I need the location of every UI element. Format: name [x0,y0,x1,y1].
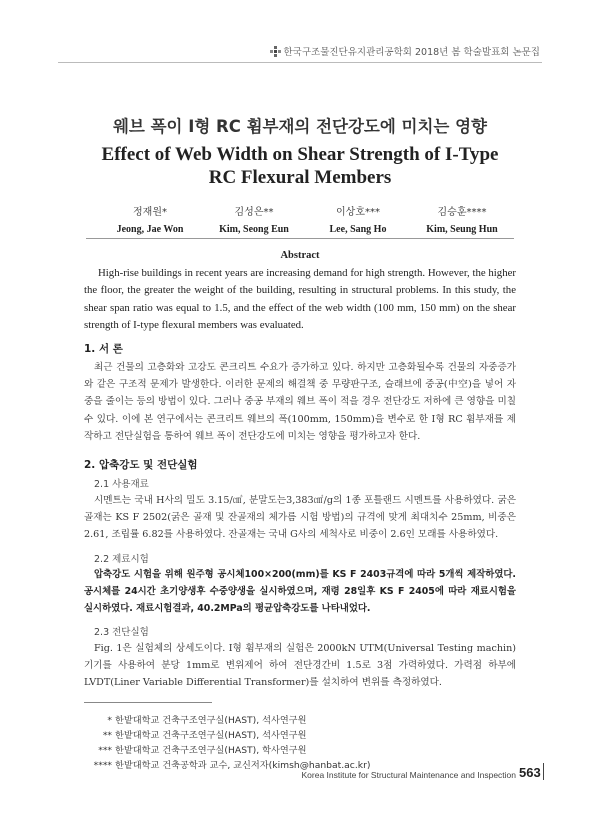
footnote-mark: **** [93,760,112,771]
author-name-english: Kim, Seong Eun [219,224,289,235]
footnote-1 [84,712,306,726]
section-2-2-heading: 2.2 제료시험 [94,554,149,565]
page-number-bar [543,763,544,780]
author-name-english: Lee, Sang Ho [329,224,387,235]
header-divider [58,62,542,63]
author-name-korean: 이상호*** [336,207,380,218]
paper-title-english-line1: Effect of Web Width on Shear Strength of I-Type [101,144,499,165]
section-2-2-body: 압축강도 시험을 위해 원주형 공시체100×200(mm)를 KS F 2403규격에 따라 5개씩 제작하였다. 공시체를 24시간 초기양생후 수중양생을 실시하였으며, 재령 28일후 KS F 2405에 따라 재료시험을 실시하였다. 재료시험결과, 40.2MPa의 평균압축강도를 나타내었다. [84,569,516,615]
section-2-heading: 2. 압축강도 및 전단실험 [84,459,198,471]
paper-title-korean: 웨브 폭이 I형 RC 휨부재의 전단강도에 미치는 영향 [112,117,487,136]
section-2-1-heading: 2.1 사용재료 [94,479,149,490]
author-name-english: Jeong, Jae Won [116,224,184,235]
section-2-3-heading: 2.3 전단실험 [94,627,149,638]
author-divider [86,238,514,239]
abstract-body: High-rise buildings in recent years are increasing demand for high strength. However, the higher the floor, the greater the weight of the building, resulting in structural problems. In this study, the shear span ratio was equal to 1.5, and the effect of the web width (100 mm, 150 mm) on the shear strength of I-type flexural members was evaluated. [84,267,516,331]
footnote-text: 한밭대학교 건축구조연구실(HAST), 석사연구원 [115,730,307,741]
paper-title-english-line2: RC Flexural Members [208,167,392,188]
society-logo-icon [270,46,281,57]
author-name-korean: 정재원* [133,207,167,218]
footnote-text: 한밭대학교 건축구조연구실(HAST), 석사연구원 [115,715,307,726]
footnote-3 [84,742,306,756]
footnote-mark: ** [102,730,112,741]
journal-header [270,44,540,58]
author-name-korean: 김성은** [234,207,274,218]
section-1-heading: 1. 서 론 [84,343,123,355]
footnote-mark: *** [98,745,112,756]
footnote-mark: * [107,715,112,726]
footnote-4 [84,757,370,771]
section-1-body: 최근 건물의 고층화와 고강도 콘크리트 수요가 증가하고 있다. 하지만 고층화될수록 건물의 자중증가와 같은 구조적 문제가 발생한다. 이러한 문제의 해결책 중 무량판구조, 슬래브에 중공(中空)을 넣어 자중을 줄이는 등의 방법이 있다. 그러나 중공 부재의 웨브 폭이 적을 경우 전단강도 저하에 큰 영향을 미칠 수 있다. 이에 본 연구에서는 콘크리트 웨브의 폭(100mm, 150mm)을 변수로 한 I형 RC 휨부재를 제작하고 전단실험을 통하여 웨브 폭이 전단강도에 미치는 영향을 평가하고자 한다. [84,362,516,442]
section-2-1-body: 시멘트는 국내 H사의 밀도 3.15/㎤, 분말도는3,383㎠/g의 1종 포틀랜드 시멘트를 사용하였다. 굵은 골재는 KS F 2502(굵은 골재 및 잔골재의 체가름 시험 방법)의 규격에 맞게 최대치수 25mm, 비중은 2.61, 조립률 6.82를 사용하였다. 잔골재는 국내 G사의 세척사로 비중이 2.6인 모래를 사용하였다. [84,495,516,541]
footnote-2 [84,727,306,741]
footnote-text: 한밭대학교 건축공학과 교수, 교신저자(kimsh@hanbat.ac.kr) [115,760,371,771]
abstract-heading: Abstract [280,250,320,261]
footer-organization: Korea Institute for Structural Maintenance and Inspection [301,770,516,780]
author-name-english: Kim, Seung Hun [426,224,498,235]
footnote-text: 한밭대학교 건축구조연구실(HAST), 학사연구원 [115,745,307,756]
author-name-korean: 김승훈**** [437,207,487,218]
page-number: 563 [519,765,541,780]
author-4 [392,203,532,235]
footnote-divider [84,702,212,703]
section-2-3-body: Fig. 1은 실험체의 상세도이다. I형 휨부재의 실험은 2000kN UTM(Universal Testing machin)기기를 사용하여 분당 1mm로 변위제어 하여 전단경간비 1.5로 3점 가력하였다. 가력점 하부에 LVDT(Liner Variable Differential Transformer)를 설치하여 변위를 측정하였다. [84,643,516,689]
conference-name: 한국구조물진단유지관리공학회 2018년 봄 학술발표회 논문집 [283,47,540,58]
